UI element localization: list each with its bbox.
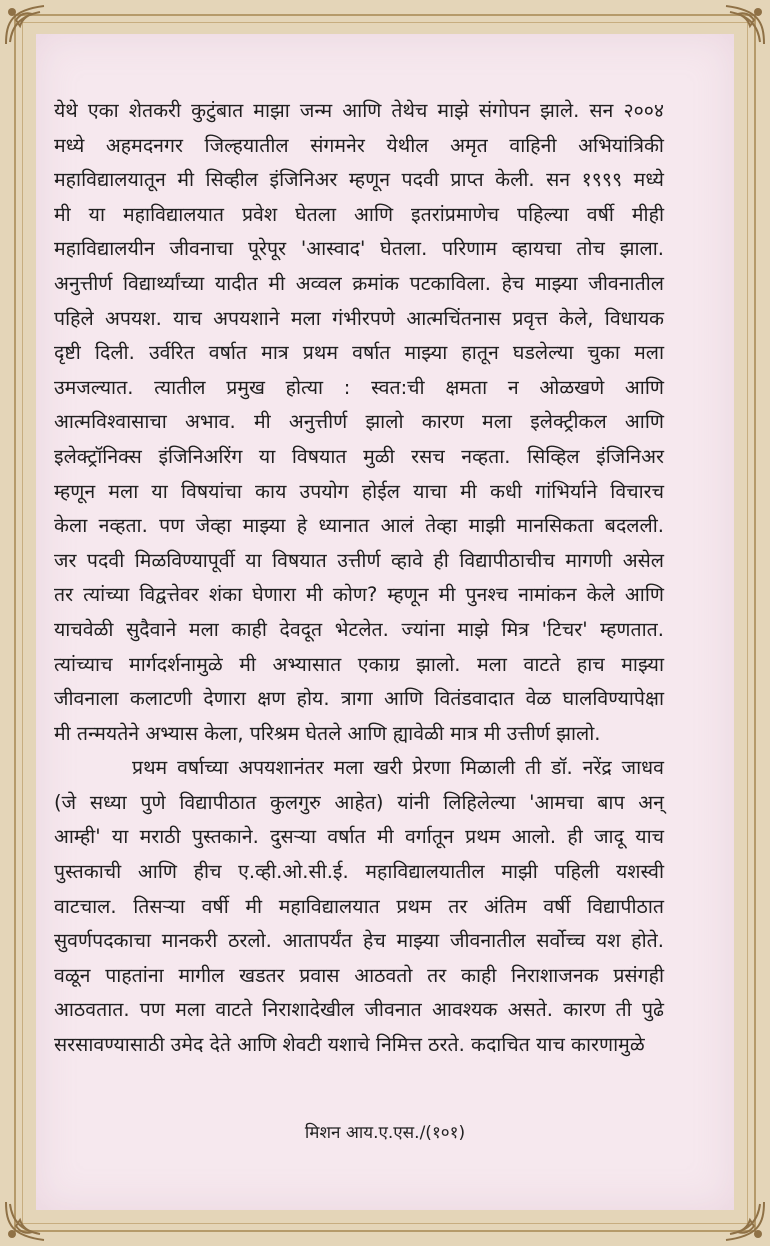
text-line: याचवेळी सुदैवाने मला काही देवदूत भेटलेत. ज्यांना माझे मित्र 'टिचर' म्हणतात.	[54, 617, 664, 641]
text-line: दृष्टी दिली. उर्वरित वर्षात मात्र प्रथम वर्षात माझ्या हातून घडलेल्या चुका मला	[54, 341, 664, 365]
text-line: वळून पाहतांना मागील खडतर प्रवास आठवतो तर काही निराशाजनक प्रसंगही	[54, 963, 664, 987]
text-line: महाविद्यालयातून मी सिव्हील इंजिनिअर म्हणून पदवी प्राप्त केली. सन १९९९ मध्ये	[54, 168, 664, 192]
text-line: प्रथम वर्षाच्या अपयशानंतर मला खरी प्रेरणा मिळाली ती डॉ. नरेंद्र जाधव	[132, 756, 664, 780]
text-line: मी तन्मयतेने अभ्यास केला, परिश्रम घेतले आणि ह्यावेळी मात्र मी उत्तीर्ण झालो.	[54, 721, 601, 745]
text-line: सुवर्णपदकाचा मानकरी ठरलो. आतापर्यंत हेच माझ्या जीवनातील सर्वोच्च यश होते.	[54, 929, 664, 953]
text-line: केला नव्हता. पण जेव्हा माझ्या हे ध्यानात आलं तेव्हा माझी मानसिकता बदलली.	[54, 514, 664, 538]
text-line: जीवनाला कलाटणी देणारा क्षण होय. त्रागा आणि वितंडवादात वेळ घालविण्यापेक्षा	[54, 687, 664, 711]
text-line: येथे एका शेतकरी कुटुंबात माझा जन्म आणि तेथेच माझे संगोपन झाले. सन २००४	[54, 99, 664, 122]
text-line: महाविद्यालयीन जीवनाचा पूरेपूर 'आस्वाद' घेतला. परिणाम व्हायचा तोच झाला.	[54, 237, 664, 261]
text-line: पहिले अपयश. याच अपयशाने मला गंभीरपणे आत्मचिंतनास प्रवृत्त केले, विधायक	[54, 306, 664, 330]
text-line: जर पदवी मिळविण्यापूर्वी या विषयात उत्तीर्ण व्हावे ही विद्यापीठाचीच मागणी असेल	[54, 548, 664, 572]
text-line: उमजल्यात. त्यातील प्रमुख होत्या : स्वत:ची क्षमता न ओळखणे आणि	[54, 375, 664, 399]
text-line: आत्मविश्वासाचा अभाव. मी अनुत्तीर्ण झालो कारण मला इलेक्ट्रीकल आणि	[54, 410, 664, 434]
text-line: त्यांच्याच मार्गदर्शनामुळे मी अभ्यासात एकाग्र झालो. मला वाटते हाच माझ्या	[54, 652, 664, 676]
text-line: (जे सध्या पुणे विद्यापीठात कुलगुरु आहेत) यांनी लिहिलेल्या 'आमचा बाप अन्	[54, 790, 664, 814]
text-line: इलेक्ट्रॉनिक्स इंजिनिअरिंग या विषयात मुळी रसच नव्हता. सिव्हिल इंजिनिअर	[54, 444, 664, 468]
text-line: मध्ये अहमदनगर जिल्हयातील संगमनेर येथील अमृत वाहिनी अभियांत्रिकी	[54, 133, 664, 157]
page-footer: मिशन आय.ए.एस./(१०१)	[304, 1123, 466, 1143]
text-line: आम्ही' या मराठी पुस्तकाने. दुसऱ्या वर्षात मी वर्गातून प्रथम आलो. ही जादू याच	[54, 825, 664, 849]
text-line: पुस्तकाची आणि हीच ए.व्ही.ओ.सी.ई. महाविद्यालयातील माझी पहिली यशस्वी	[54, 860, 664, 884]
text-line: सरसावण्यासाठी उमेद देते आणि शेवटी यशाचे निमित्त ठरते. कदाचित याच कारणामुळे	[54, 1033, 645, 1057]
text-line: वाटचाल. तिसऱ्या वर्षी मी महाविद्यालयात प्रथम तर अंतिम वर्षी विद्यापीठात	[54, 894, 664, 918]
text-line: मी या महाविद्यालयात प्रवेश घेतला आणि इतरांप्रमाणेच पहिल्या वर्षी मीही	[54, 202, 664, 226]
text-line: म्हणून मला या विषयांचा काय उपयोग होईल याचा मी कधी गांभिर्याने विचारच	[54, 479, 664, 503]
text-line: आठवतात. पण मला वाटते निराशादेखील जीवनात आवश्यक असते. कारण ती पुढे	[54, 998, 664, 1022]
body-text	[54, 94, 664, 1063]
text-line: अनुत्तीर्ण विद्यार्थ्यांच्या यादीत मी अव्वल क्रमांक पटकाविला. हेच माझ्या जीवनातील	[54, 271, 664, 295]
text-line: तर त्यांच्या विद्वत्तेवर शंका घेणारा मी कोण? म्हणून मी पुनश्च नामांकन केले आणि	[54, 583, 664, 607]
